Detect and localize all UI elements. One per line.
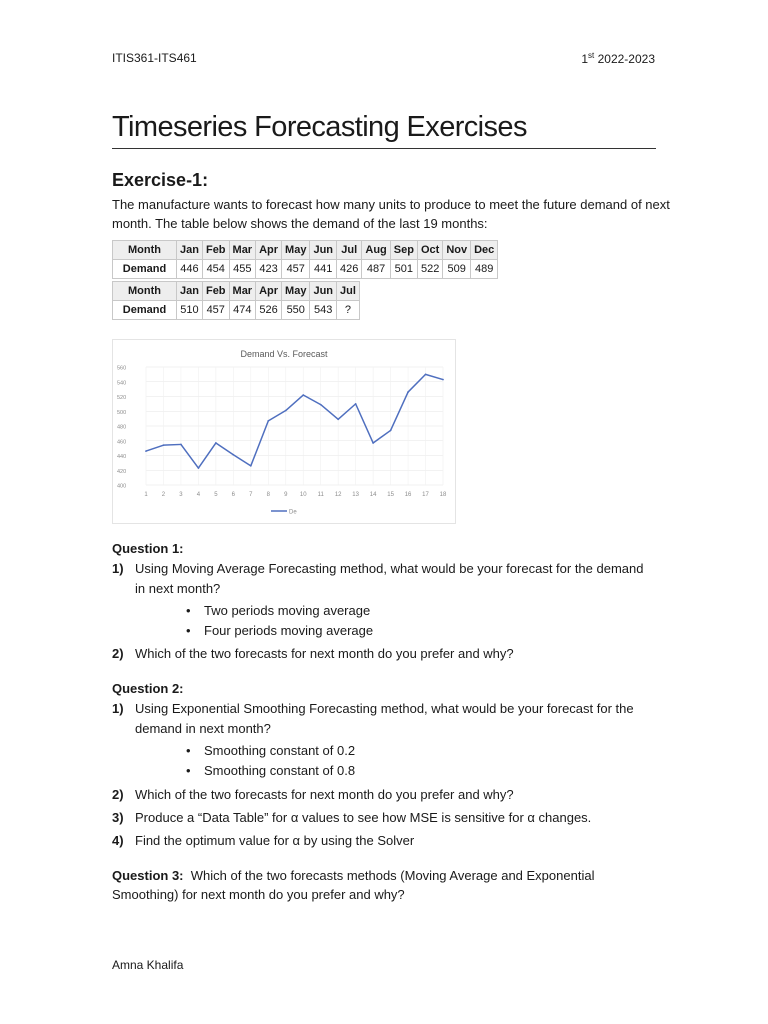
question-3 <box>112 866 642 904</box>
demand-cell: 510 <box>177 301 203 320</box>
q2-item-2-text: Which of the two forecasts for next month do you prefer and why? <box>135 787 514 802</box>
demand-label: Demand <box>113 260 177 279</box>
demand-cell: 457 <box>282 260 310 279</box>
q1-item-1-text: Using Moving Average Forecasting method, what would be your forecast for the demand in next month? <box>135 561 644 596</box>
term-number: 1 <box>581 52 589 66</box>
x-tick-label: 9 <box>284 492 288 498</box>
demand-cell: 474 <box>229 301 256 320</box>
x-tick-label: 11 <box>317 492 324 498</box>
legend-label: De <box>289 509 297 516</box>
q2-item-2-number: 2) <box>112 787 124 802</box>
demand-table-1 <box>112 240 498 279</box>
q1-bullet-2-text: Four periods moving average <box>204 623 374 638</box>
x-tick-label: 3 <box>179 492 183 498</box>
x-tick-label: 14 <box>369 492 377 498</box>
month-cell: Mar <box>229 241 256 260</box>
month-cell: Jun <box>310 282 337 301</box>
data-point <box>390 430 392 432</box>
data-point <box>233 454 235 456</box>
series-line-segment <box>181 444 198 468</box>
data-point <box>425 374 427 376</box>
data-point <box>407 391 409 393</box>
x-tick-label: 4 <box>196 492 201 498</box>
table-row <box>113 301 360 320</box>
x-tick-label: 15 <box>387 492 394 498</box>
author-footer: Amna Khalifa <box>112 958 184 972</box>
series-line-segment <box>268 411 285 421</box>
y-tick-label: 480 <box>117 424 127 431</box>
month-label: Month <box>113 282 177 301</box>
chart-title: Demand Vs. Forecast <box>240 349 328 359</box>
x-tick-label: 5 <box>214 492 218 498</box>
demand-cell: ? <box>337 301 360 320</box>
month-cell: Jul <box>337 282 360 301</box>
demand-cell: 489 <box>471 260 498 279</box>
demand-chart-svg <box>113 340 455 523</box>
data-point <box>198 467 200 469</box>
q1-item-2-number: 2) <box>112 646 124 661</box>
exercise-title: Exercise-1: <box>112 170 209 190</box>
month-cell: May <box>282 282 310 301</box>
month-label: Month <box>113 241 177 260</box>
series-line-segment <box>408 374 425 392</box>
demand-cell: 457 <box>202 301 229 320</box>
month-cell: Sep <box>390 241 417 260</box>
q1-bullet-1: • Two periods moving average <box>186 603 371 618</box>
y-tick-label: 400 <box>117 483 127 490</box>
data-point <box>145 450 147 452</box>
q2-item-4-text: Find the optimum value for α by using the Solver <box>135 833 415 848</box>
intro-paragraph: The manufacture wants to forecast how many units to produce to meet the future demand of next month. The table below shows the demand of the last 19 months: <box>112 197 670 231</box>
series-line-segment <box>233 455 250 466</box>
data-point <box>163 444 165 446</box>
month-cell: Mar <box>229 282 256 301</box>
month-cell: May <box>282 241 310 260</box>
series-line-segment <box>146 445 163 451</box>
term-superscript: st <box>588 51 595 60</box>
q1-bullet-1-text: Two periods moving average <box>204 603 371 618</box>
x-tick-label: 12 <box>334 492 342 498</box>
series-line-segment <box>426 374 443 379</box>
x-tick-label: 13 <box>352 492 359 498</box>
series-line-segment <box>373 430 390 443</box>
term-label <box>581 51 655 66</box>
month-cell: Feb <box>202 241 229 260</box>
term-year: 2022-2023 <box>597 52 655 66</box>
data-point <box>250 465 252 467</box>
series-line-segment <box>356 404 373 443</box>
y-tick-label: 520 <box>117 395 127 401</box>
q2-item-3-text: Produce a “Data Table” for α values to see how MSE is sensitive for α changes. <box>135 810 592 825</box>
x-tick-label: 2 <box>161 492 166 498</box>
series-line-segment <box>251 421 268 466</box>
table-row <box>113 282 360 301</box>
demand-cell: 455 <box>229 260 256 279</box>
q2-bullet-2-text: Smoothing constant of 0.8 <box>204 763 356 778</box>
demand-chart <box>112 339 456 524</box>
month-cell: Oct <box>417 241 442 260</box>
y-tick-label: 560 <box>117 365 127 372</box>
q2-item-1-number: 1) <box>112 701 124 716</box>
month-cell: Feb <box>202 282 229 301</box>
q2-item-1-text: Using Exponential Smoothing Forecasting method, what would be your forecast for the demand in next month? <box>135 701 634 736</box>
y-tick-label: 440 <box>117 454 127 460</box>
data-point <box>302 394 304 396</box>
demand-cell: 509 <box>443 260 471 279</box>
series-line-segment <box>321 405 338 420</box>
y-tick-label: 500 <box>117 409 127 416</box>
x-tick-label: 16 <box>404 492 412 498</box>
data-point <box>320 404 322 406</box>
data-point <box>355 403 357 405</box>
series-line-segment <box>216 443 233 455</box>
demand-cell: 446 <box>177 260 203 279</box>
data-point <box>442 379 444 381</box>
demand-label: Demand <box>113 301 177 320</box>
demand-cell: 501 <box>390 260 417 279</box>
data-point <box>285 410 287 412</box>
q2-item-3-number: 3) <box>112 810 124 825</box>
month-cell: Nov <box>443 241 471 260</box>
month-cell: Jul <box>337 241 362 260</box>
x-tick-label: 7 <box>249 492 253 498</box>
table-row <box>113 260 498 279</box>
month-cell: Apr <box>256 282 282 301</box>
data-point <box>372 442 374 444</box>
question-3-heading: Question 3: <box>112 868 184 883</box>
demand-cell: 487 <box>362 260 390 279</box>
table-row <box>113 241 498 260</box>
month-cell: Jan <box>177 241 203 260</box>
x-tick-label: 18 <box>439 492 447 498</box>
x-tick-label: 6 <box>231 492 236 498</box>
y-tick-label: 460 <box>117 439 127 446</box>
x-tick-label: 8 <box>266 492 270 498</box>
data-point <box>337 419 339 421</box>
q2-bullet-2: • Smoothing constant of 0.8 <box>186 763 356 778</box>
page-title: Timeseries Forecasting Exercises <box>112 111 656 149</box>
series-line-segment <box>338 404 355 419</box>
data-point <box>215 442 217 444</box>
demand-cell: 526 <box>256 301 282 320</box>
y-tick-label: 540 <box>117 380 127 387</box>
month-cell: Jan <box>177 282 203 301</box>
question-1-heading: Question 1: <box>112 541 184 556</box>
demand-cell: 441 <box>310 260 337 279</box>
q2-bullet-1: • Smoothing constant of 0.2 <box>186 743 356 758</box>
y-tick-label: 420 <box>117 468 127 475</box>
month-cell: Dec <box>471 241 498 260</box>
q2-bullet-1-text: Smoothing constant of 0.2 <box>204 743 356 758</box>
demand-cell: 550 <box>282 301 310 320</box>
demand-cell: 522 <box>417 260 442 279</box>
data-point <box>180 444 182 446</box>
month-cell: Apr <box>256 241 282 260</box>
demand-cell: 426 <box>337 260 362 279</box>
question-2-heading: Question 2: <box>112 681 184 696</box>
course-code: ITIS361-ITS461 <box>112 51 197 65</box>
q1-bullet-2: • Four periods moving average <box>186 623 374 638</box>
series-line-segment <box>286 395 303 410</box>
x-tick-label: 1 <box>144 492 148 498</box>
question-3-text: Which of the two forecasts methods (Moving Average and Exponential Smoothing) for next month do you prefer and why? <box>112 868 595 902</box>
month-cell: Jun <box>310 241 337 260</box>
x-tick-label: 17 <box>422 492 429 498</box>
series-line-segment <box>163 444 180 445</box>
demand-cell: 454 <box>202 260 229 279</box>
data-point <box>267 420 269 422</box>
q1-item-2-text: Which of the two forecasts for next month do you prefer and why? <box>135 646 514 661</box>
x-tick-label: 10 <box>299 492 307 498</box>
demand-cell: 543 <box>310 301 337 320</box>
q2-item-4-number: 4) <box>112 833 124 848</box>
demand-cell: 423 <box>256 260 282 279</box>
q1-item-1-number: 1) <box>112 561 124 576</box>
month-cell: Aug <box>362 241 390 260</box>
demand-table-2 <box>112 281 360 320</box>
